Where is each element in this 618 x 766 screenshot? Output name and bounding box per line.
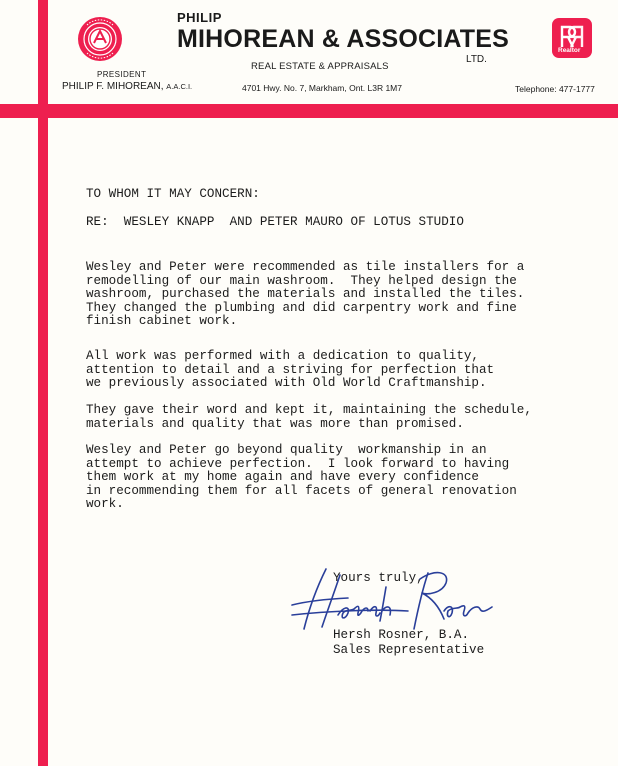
letter-paragraph: They gave their word and kept it, maintaining the schedule, materials and quality that was more than promised. (86, 403, 532, 431)
firm-name: MIHOREAN & ASSOCIATES (177, 25, 509, 53)
signer-name: Hersh Rosner, B.A. (333, 628, 470, 642)
realtor-logo-text: Realtor (558, 47, 581, 54)
letter-paragraph: Wesley and Peter go beyond quality workmanship in an attempt to achieve perfection. I look forward to having them work at my home again and have every confidence in recommending them for all facets of general renovation work. (86, 443, 517, 511)
president-credentials: A.A.C.I. (166, 82, 193, 91)
aaci-seal-icon (77, 16, 123, 67)
firm-address: 4701 Hwy. No. 7, Markham, Ont. L3R 1M7 (242, 83, 402, 93)
firm-suffix: LTD. (466, 54, 487, 65)
firm-division: REAL ESTATE & APPRAISALS (251, 61, 389, 72)
letterhead-horizontal-stripe (0, 104, 618, 118)
letter-closing: Yours truly, (333, 571, 424, 585)
firm-telephone: Telephone: 477-1777 (515, 84, 595, 94)
letter-greeting: TO WHOM IT MAY CONCERN: (86, 187, 260, 201)
letterhead-first-name: PHILIP (177, 10, 222, 25)
president-name: PHILIP F. MIHOREAN, (62, 81, 164, 92)
president-name-line (62, 81, 192, 92)
president-title: PRESIDENT (97, 70, 147, 79)
signer-title: Sales Representative (333, 643, 485, 657)
letter-paragraph: Wesley and Peter were recommended as tile installers for a remodelling of our main washroom. They helped design the washroom, purchased the materials and installed the tiles. They changed the plumbing and did carpentry work and fine finish cabinet work. (86, 260, 525, 328)
letterhead-vertical-stripe (38, 0, 48, 766)
letter-paragraph: All work was performed with a dedication to quality, attention to detail and a striving for perfection that we previously associated with Old World Craftmanship. (86, 349, 495, 390)
letter-subject: RE: WESLEY KNAPP AND PETER MAURO OF LOTUS STUDIO (86, 215, 464, 229)
realtor-logo-icon (552, 18, 592, 63)
